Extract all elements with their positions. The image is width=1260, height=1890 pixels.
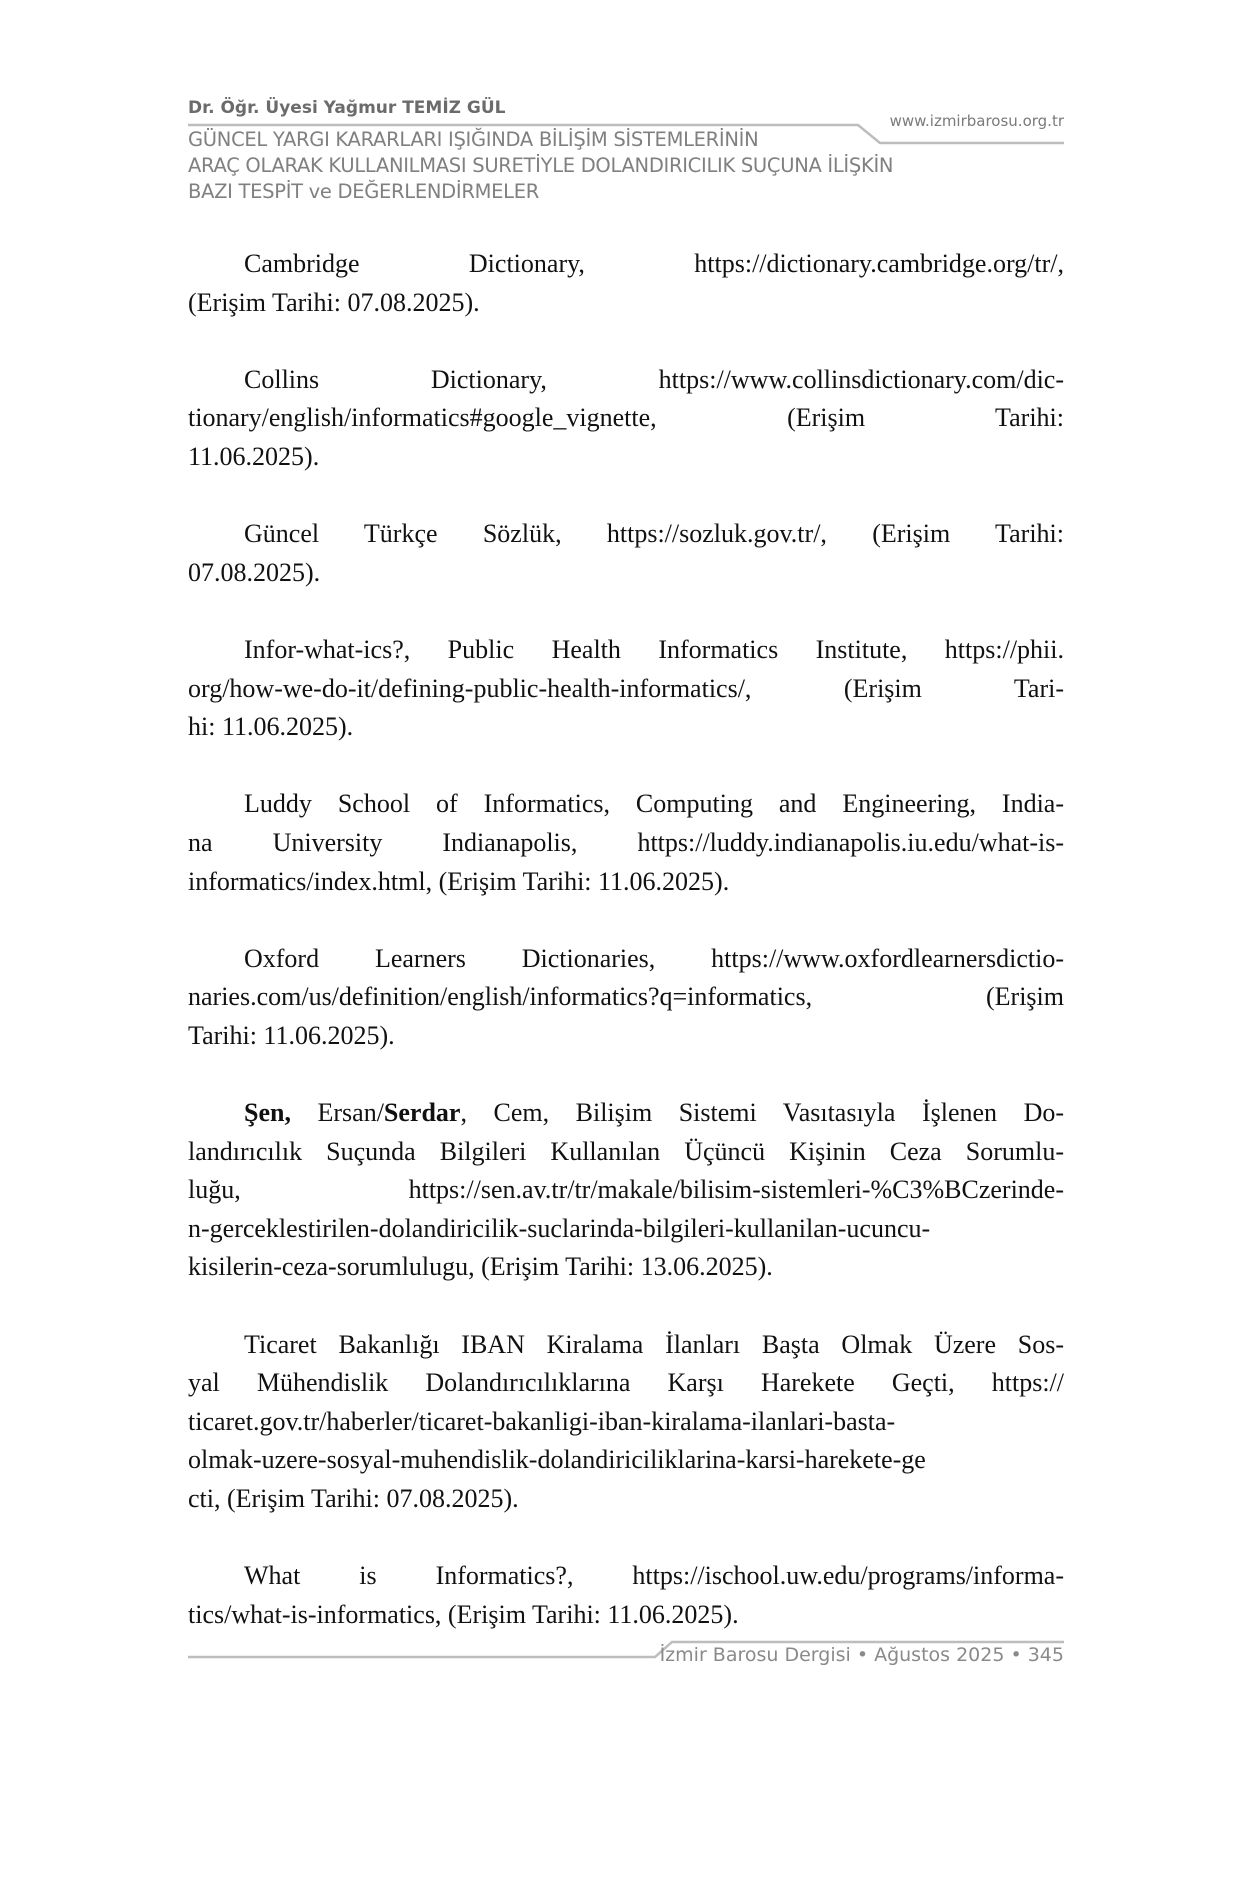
reference-text: Infor-what-ics?, Public Health Informatics Institute, https://phii. [244, 634, 1064, 664]
reference-text: , Cem, Bilişim Sistemi Vasıtasıyla İşlenen Do- [460, 1098, 1065, 1128]
reference-text: olmak-uzere-sosyal-muhendislik-dolandiriciliklarina-karsi-harekete-ge [188, 1445, 926, 1475]
reference-line [188, 824, 1064, 863]
reference-text: tionary/english/informatics#google_vignette, (Erişim Tarihi: [188, 403, 1064, 433]
reference-text: na University Indianapolis, https://luddy.indianapolis.iu.edu/what-is- [188, 827, 1064, 857]
author-name: Dr. Öğr. Üyesi Yağmur TEMİZ GÜL [188, 98, 506, 118]
reference-entry [188, 631, 1064, 747]
reference-text: Collins Dictionary, https://www.collinsdictionary.com/dic- [244, 364, 1064, 394]
reference-text: Oxford Learners Dictionaries, https://www.oxfordlearnersdictio- [244, 943, 1064, 973]
reference-entry [188, 1094, 1064, 1287]
reference-line [188, 361, 1064, 400]
reference-line [188, 631, 1064, 670]
reference-entry [188, 361, 1064, 477]
reference-text: hi: 11.06.2025). [188, 712, 354, 742]
reference-entry [188, 1557, 1064, 1634]
reference-text: tics/what-is-informatics, (Erişim Tarihi: 11.06.2025). [188, 1599, 739, 1629]
page-footer: İzmir Barosu Dergisi • Ağustos 2025 • 345 [659, 1644, 1064, 1666]
reference-line [188, 863, 1064, 902]
reference-line [188, 1326, 1064, 1365]
reference-text: What is Informatics?, https://ischool.uw.edu/programs/informa- [244, 1561, 1064, 1591]
reference-entry [188, 245, 1064, 322]
reference-line [188, 1480, 1064, 1519]
reference-text: Luddy School of Informatics, Computing and Engineering, India- [244, 789, 1064, 819]
title-line: ARAÇ OLARAK KULLANILMASI SURETİYLE DOLANDIRICILIK SUÇUNA İLİŞKİN [188, 154, 894, 177]
reference-line [188, 670, 1064, 709]
reference-text: yal Mühendislik Dolandırıcılıklarına Karşı Harekete Geçti, https:// [188, 1368, 1064, 1398]
reference-line [188, 1441, 1064, 1480]
title-line: GÜNCEL YARGI KARARLARI IŞIĞINDA BİLİŞİM SİSTEMLERİNİN [188, 128, 759, 151]
reference-entry [188, 1326, 1064, 1519]
reference-line [188, 978, 1064, 1017]
title-line: BAZI TESPİT ve DEĞERLENDİRMELER [188, 180, 539, 203]
reference-line [188, 399, 1064, 438]
reference-text: Tarihi: 11.06.2025). [188, 1020, 395, 1050]
reference-entry [188, 785, 1064, 901]
reference-text: org/how-we-do-it/defining-public-health-informatics/, (Erişim Tari- [188, 673, 1064, 703]
reference-text: cti, (Erişim Tarihi: 07.08.2025). [188, 1484, 519, 1513]
reference-line [188, 940, 1064, 979]
reference-line [188, 785, 1064, 824]
reference-text: informatics/index.html, (Erişim Tarihi: 11.06.2025). [188, 866, 730, 896]
reference-text: (Erişim Tarihi: 07.08.2025). [188, 287, 480, 317]
article-title [188, 127, 893, 205]
reference-text: Cambridge Dictionary, https://dictionary.cambridge.org/tr/, [244, 249, 1064, 278]
reference-line [188, 554, 1064, 593]
reference-line [188, 1364, 1064, 1403]
reference-line [188, 1248, 1064, 1287]
reference-line [188, 1596, 1064, 1635]
reference-text: Güncel Türkçe Sözlük, https://sozluk.gov.tr/, (Erişim Tarihi: [244, 519, 1064, 549]
bibliography-list [188, 245, 1064, 1673]
reference-line [188, 1017, 1064, 1056]
reference-text: kisilerin-ceza-sorumlulugu, (Erişim Tarihi: 13.06.2025). [188, 1252, 773, 1282]
reference-text: Ersan/ [290, 1098, 384, 1128]
reference-line [188, 1094, 1064, 1133]
author-surname: Şen, [244, 1098, 291, 1128]
author-surname: Serdar [383, 1098, 461, 1128]
reference-line [188, 515, 1064, 554]
reference-line [188, 1133, 1064, 1172]
reference-text: n-gerceklestirilen-dolandiricilik-suclarinda-bilgileri-kullanilan-ucuncu- [188, 1213, 931, 1243]
reference-text: Ticaret Bakanlığı IBAN Kiralama İlanları Başta Olmak Üzere Sos- [244, 1329, 1064, 1359]
reference-text: 11.06.2025). [188, 441, 320, 471]
reference-line [188, 1403, 1064, 1442]
reference-text: ticaret.gov.tr/haberler/ticaret-bakanligi-iban-kiralama-ilanlari-basta- [188, 1406, 896, 1436]
reference-text: naries.com/us/definition/english/informatics?q=informatics, (Erişim [188, 982, 1064, 1012]
reference-entry [188, 940, 1064, 1056]
reference-line [188, 1557, 1064, 1596]
reference-line [188, 708, 1064, 747]
reference-line [188, 1210, 1064, 1249]
website-url: www.izmirbarosu.org.tr [889, 112, 1064, 130]
reference-line [188, 245, 1064, 284]
reference-text: 07.08.2025). [188, 557, 321, 587]
reference-line [188, 284, 1064, 323]
reference-text: luğu, https://sen.av.tr/tr/makale/bilisim-sistemleri-%C3%BCzerinde- [188, 1175, 1064, 1205]
reference-text: landırıcılık Suçunda Bilgileri Kullanılan Üçüncü Kişinin Ceza Sorumlu- [188, 1136, 1064, 1166]
reference-line [188, 1171, 1064, 1210]
reference-entry [188, 515, 1064, 592]
reference-line [188, 438, 1064, 477]
